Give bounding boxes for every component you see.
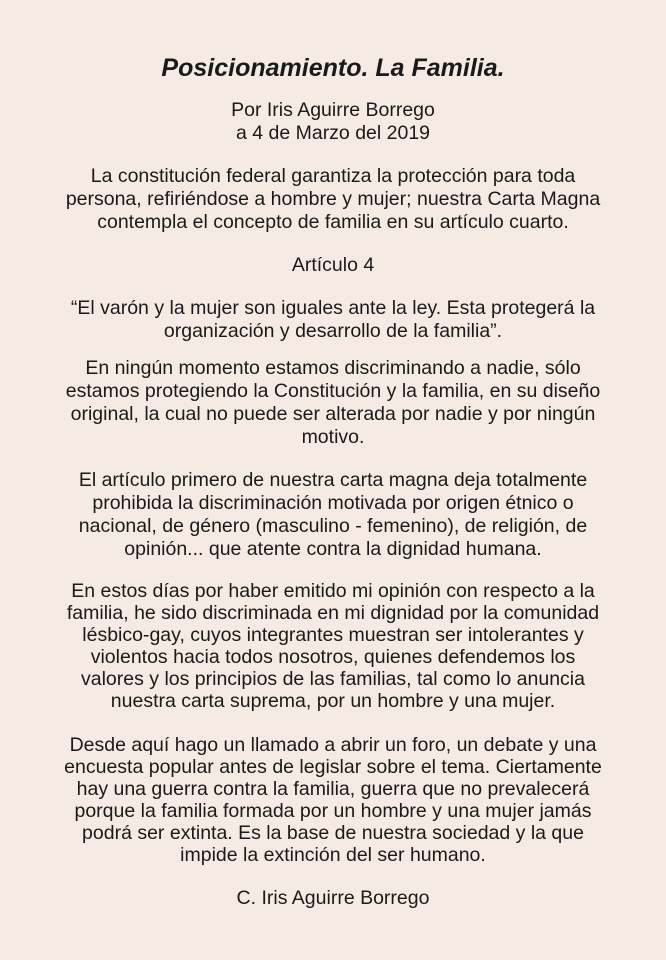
signature-line: C. Iris Aguirre Borrego (236, 887, 430, 909)
paragraph-3-line-4: opinión... que atente contra la dignidad humana. (124, 538, 542, 560)
paragraph-2-line-3: original, la cual no puede ser alterada por nadie y por ningún (70, 403, 596, 425)
paragraph-5-line-4: porque la familia formada por un hombre y una mujer jamás (74, 800, 592, 822)
paragraph-1-line-1: La constitución federal garantiza la protección para toda (90, 165, 576, 187)
paragraph-2-line-1: En ningún momento estamos discriminando a nadie, sólo (85, 357, 581, 379)
paragraph-5-line-2: encuesta popular antes de legislar sobre el tema. Ciertamente (64, 756, 602, 778)
paragraph-4-line-4: violentos hacia todos nosotros, quienes defendemos los (90, 646, 576, 668)
document-title: Posicionamiento. La Familia. (161, 54, 505, 82)
paragraph-5-line-1: Desde aquí hago un llamado a abrir un foro, un debate y una (69, 734, 597, 756)
paragraph-2-line-2: estamos protegiendo la Constitución y la familia, en su diseño (65, 380, 601, 402)
paragraph-2-line-4: motivo. (301, 426, 365, 448)
paragraph-5-line-3: hay una guerra contra la familia, guerra que no prevalecerá (76, 778, 590, 800)
article-heading: Artículo 4 (291, 254, 375, 276)
paragraph-1-line-3: contempla el concepto de familia en su artículo cuarto. (97, 211, 569, 233)
paragraph-4-line-3: lésbico-gay, cuyos integrantes muestran ser intolerantes y (82, 624, 584, 646)
quote-line-2: organización y desarrollo de la familia”. (163, 320, 503, 342)
paragraph-4-line-1: En estos días por haber emitido mi opinión con respecto a la (71, 580, 595, 602)
paragraph-3-line-1: El artículo primero de nuestra carta magna deja totalmente (78, 469, 588, 491)
paragraph-4-line-6: nuestra carta suprema, por un hombre y una mujer. (110, 690, 556, 712)
paragraph-5-line-6: impide la extinción del ser humano. (180, 844, 486, 866)
paragraph-1-line-2: persona, refiriéndose a hombre y mujer; nuestra Carta Magna (65, 188, 601, 210)
paragraph-3-line-2: prohibida la discriminación motivada por origen étnico o (92, 492, 574, 514)
paragraph-4-line-2: familia, he sido discriminada en mi dignidad por la comunidad (66, 602, 600, 624)
quote-line-1: “El varón y la mujer son iguales ante la ley. Esta protegerá la (70, 297, 596, 319)
paragraph-5-line-5: podrá ser extinta. Es la base de nuestra sociedad y la que (82, 822, 584, 844)
paragraph-3-line-3: nacional, de género (masculino - femenino), de religión, de (78, 515, 588, 537)
date-line: a 4 de Marzo del 2019 (235, 122, 431, 144)
paragraph-4-line-5: valores y los principios de las familias, tal como lo anuncia (81, 668, 585, 690)
author-line: Por Iris Aguirre Borrego (231, 99, 435, 121)
